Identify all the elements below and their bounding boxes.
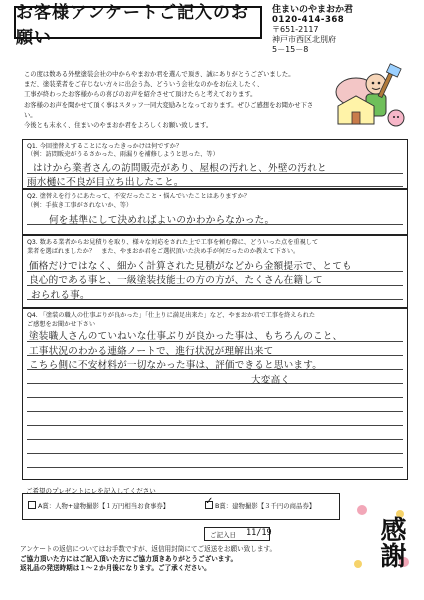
company-info <box>272 5 420 55</box>
question-3-text: Q3. 数ある業者からお見積りを取り、様々な対応をされた上で工事を頼む際に、どういった点を重視して <box>27 239 319 246</box>
present-instructions: ご希望のプレゼントにレを記入してください <box>26 487 156 495</box>
question-2-answer: 何を基準にして決めればよいのかわからなかった。 <box>49 215 275 226</box>
company-address-2: 5－15－8 <box>272 45 309 54</box>
company-address: 神戸市西区北別府 <box>272 35 336 44</box>
intro-line: まだ、塗装業者をご存じない方々に出会う為、どういう会社なのかをお伝えしたく、 <box>24 81 264 89</box>
kansha-text: 感謝 <box>376 516 406 568</box>
answer-line <box>27 467 403 468</box>
footer-notes <box>20 545 340 574</box>
question-4-box <box>22 308 408 480</box>
page-title: お客様アンケートご記入のお願い <box>14 6 262 39</box>
answer-line <box>27 439 403 440</box>
company-name: 住まいのやまおか君 <box>272 5 354 15</box>
check-mark: ✓ <box>205 496 214 507</box>
mascot-illustration <box>326 62 412 134</box>
intro-line: お客様のお声を聞かせて頂く事はスタッフ一同大変励みとなっております。ぜひご感想をお聞かせ下さい。 <box>24 101 314 119</box>
question-3-answer: 価格だけではなく、細かく計算された見積がなどから金額提示で、とても <box>29 261 352 272</box>
company-postal: 〒651-2117 <box>272 25 319 34</box>
question-2-box <box>22 189 408 235</box>
answer-line <box>27 397 403 398</box>
question-1-example: （例：訪問販売がうるさかった、雨漏りを補修しようと思った、等） <box>27 151 219 158</box>
question-1-box <box>22 139 408 189</box>
present-option-b-label: B賞：建物撮影【３千円の商品券】 <box>215 502 316 510</box>
answer-line <box>27 411 403 412</box>
question-1-text: Q1. 今回塗替えすることになったきっかけは何ですか？ <box>27 143 183 150</box>
intro-line: 今後とも末永く、住まいのやまおか君をよろしくお願い致します。 <box>24 122 213 130</box>
question-3-answer: おられる事。 <box>31 290 90 301</box>
company-tel: 0120-414-368 <box>272 15 345 25</box>
question-3-text-2: 業者を選ばれましたか？ また、やまおか君をご選択頂いた決め手が何だったのか教えて下さい。 <box>27 248 300 255</box>
date-label: ご記入日 <box>210 531 236 539</box>
answer-line <box>27 383 403 384</box>
question-4-answer: 塗装職人さんのていねいな仕事ぶりが良かった事は、もちろんのこと、 <box>29 331 343 342</box>
kansha-calligraphy <box>348 500 416 580</box>
question-3-box <box>22 235 408 308</box>
present-option-a[interactable] <box>28 501 169 510</box>
question-4-answer: 工事状況のわかる連絡ノートで、進行状況が理解出来て <box>29 346 274 357</box>
question-2-example: （例：手抜き工事がされないか、等） <box>27 202 133 209</box>
footer-line: 返礼品の発送時期は１～２か月後になります。ご了承ください。 <box>20 564 211 572</box>
intro-text <box>24 70 324 131</box>
date-value: 11/19 <box>246 528 272 538</box>
question-2-text: Q2. 塗替えを行うにあたって、不安だったこと・悩んでいたことはありますか？ <box>27 193 250 200</box>
question-4-text: Q4. 「塗装の職人の仕事ぶりが良かった」「仕上りに満足出来た」など、やまおか君で工事を終えられた <box>27 312 316 319</box>
footer-line: ご協力頂いた方にはご記入頂いた方にご協力頂きありがとうございます。 <box>20 554 238 563</box>
checkbox-b[interactable] <box>205 496 214 509</box>
question-4-text-2: ご感想をお聞かせ下さい <box>27 321 96 328</box>
question-4-answer: 大変高く <box>251 375 291 386</box>
intro-line: この度は数ある外壁塗装会社の中からやまおか君を選んで頂き、誠にありがとうございました。 <box>24 71 295 78</box>
present-option-a-label: A賞：人物+建物撮影【１万円相当お食事券】 <box>38 502 170 510</box>
footer-line: アンケートの返信についてはお手数ですが、返信用封筒にてご返送をお願い致します。 <box>20 545 277 553</box>
intro-line: 工事が終わったお客様からの喜びのお声を紹介させて頂けたらと考えております。 <box>24 91 257 99</box>
present-option-b[interactable] <box>205 496 316 510</box>
present-options-box <box>22 493 340 520</box>
question-1-answer: 雨水樋に不良が目立ち出したこと。 <box>27 177 184 188</box>
answer-line <box>27 425 403 426</box>
checkbox-a[interactable] <box>28 501 36 509</box>
question-3-answer: 良心的である事と、一級塗装技能士の方の方が、たくさん在籍して <box>29 275 323 286</box>
answer-line <box>27 453 403 454</box>
question-1-answer: はけから業者さんの訪問販売があり、屋根の汚れと、外壁の汚れと <box>33 163 327 174</box>
question-4-answer: こちら側に不安材料が一切なかった事は、評価できると思います。 <box>29 360 323 371</box>
